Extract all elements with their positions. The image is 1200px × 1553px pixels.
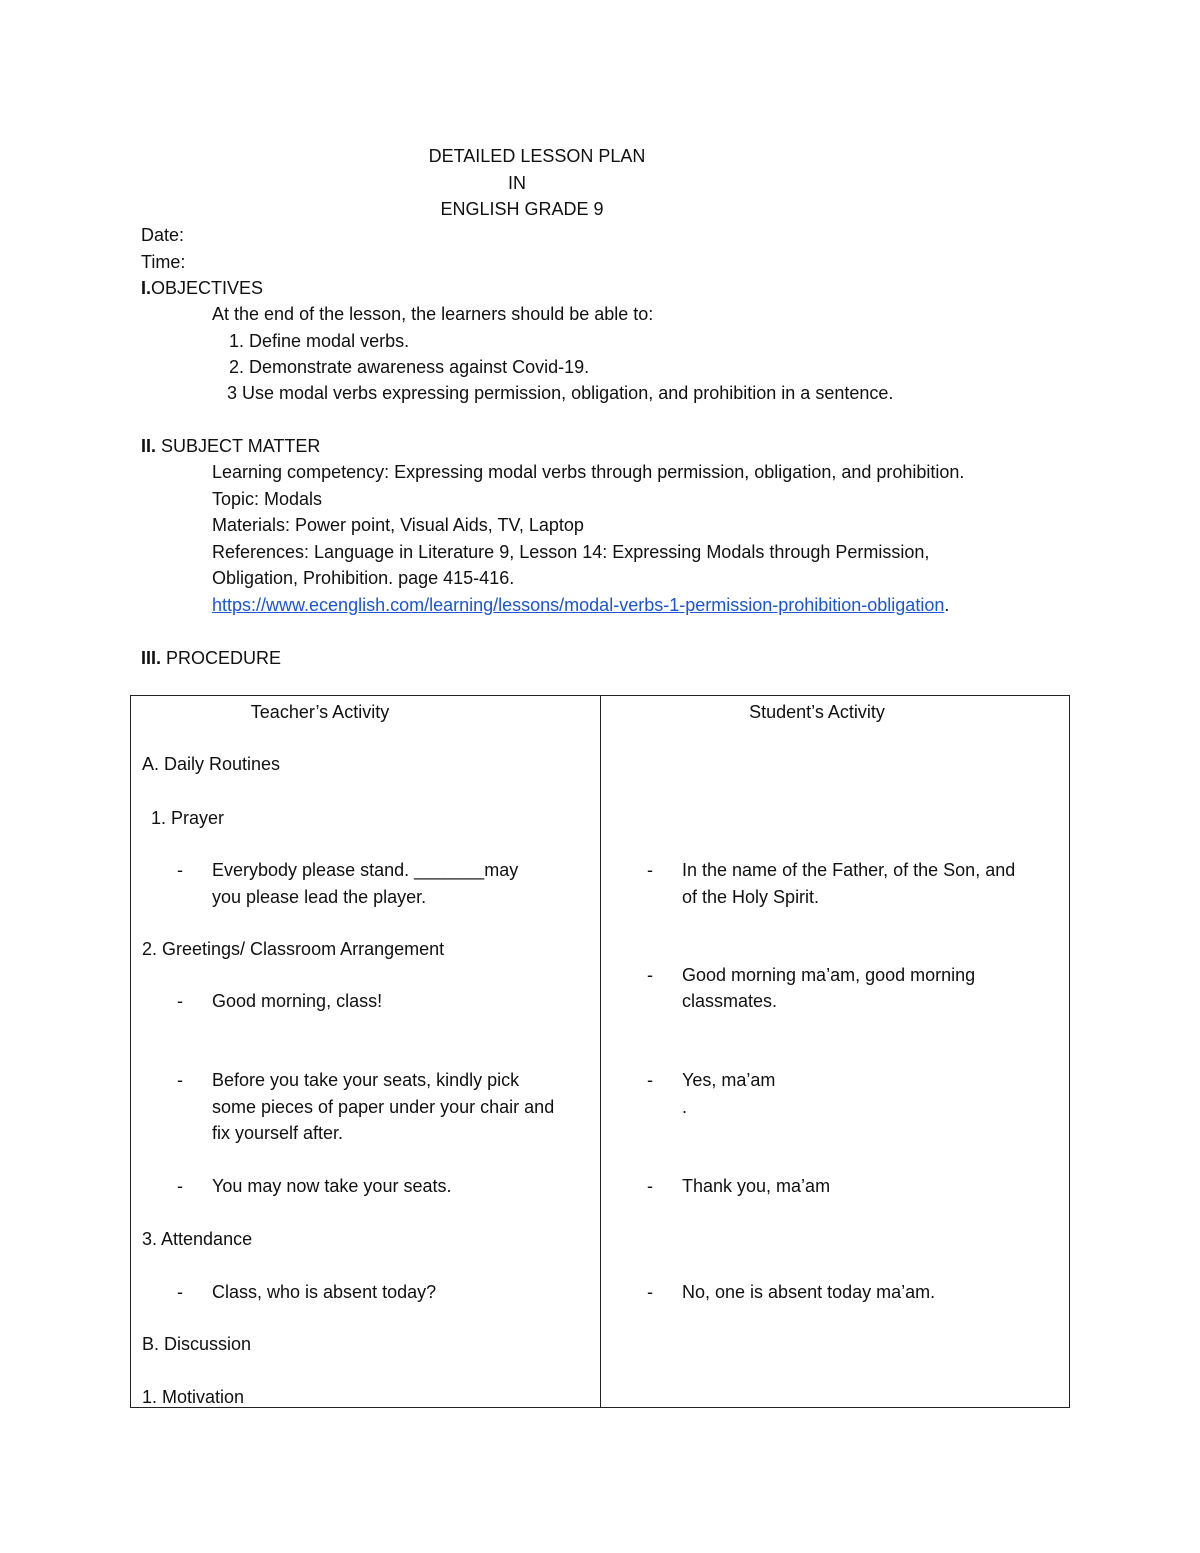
bullet-dash: - [647,1176,653,1196]
student-activity-header: Student’s Activity [749,702,885,722]
daily-routines-label: A. Daily Routines [142,754,281,774]
teacher-activity-header: Teacher’s Activity [250,702,390,722]
procedure-heading [141,647,281,669]
subject-matter-heading-num: II. [141,436,157,456]
objective-item-3: 3 Use modal verbs expressing permission, obligation, and prohibition in a sentence. [227,383,894,403]
arrange-teacher-line2: some pieces of paper under your chair and [212,1097,555,1117]
greet-teacher: Good morning, class! [212,991,383,1011]
reference-link[interactable]: https://www.ecenglish.com/learning/lessons/modal-verbs-1-permission-prohibition-obligation [212,595,945,615]
objectives-intro: At the end of the lesson, the learners should be able to: [212,304,654,324]
objective-item-2: 2. Demonstrate awareness against Covid-19. [229,357,590,377]
greet-student-line2: classmates. [682,991,778,1011]
attendance-student: No, one is absent today ma’am. [682,1282,936,1302]
bullet-dash: - [647,860,653,880]
objective-item-1: 1. Define modal verbs. [229,331,410,351]
procedure-heading-text: PROCEDURE [161,648,282,668]
doc-title-line3: ENGLISH GRADE 9 [440,199,604,219]
objectives-heading [141,277,263,299]
prayer-teacher-line1: Everybody please stand. _______may [212,860,519,880]
prayer-student-line1: In the name of the Father, of the Son, and [682,860,1016,880]
reference-link-line [212,594,949,616]
procedure-heading-num: III. [141,648,162,668]
seats-teacher: You may now take your seats. [212,1176,452,1196]
reference-link-suffix: . [944,595,950,615]
bullet-dash: - [177,1282,183,1302]
bullet-dash: - [647,1070,653,1090]
materials: Materials: Power point, Visual Aids, TV, Laptop [212,515,584,535]
prayer-student-line2: of the Holy Spirit. [682,887,820,907]
greet-student-line1: Good morning ma’am, good morning [682,965,976,985]
objectives-heading-text: OBJECTIVES [151,278,264,298]
objectives-heading-num: I. [141,278,152,298]
arrange-teacher-line1: Before you take your seats, kindly pick [212,1070,520,1090]
arrange-student-line1: Yes, ma’am [682,1070,776,1090]
date-label: Date: [141,225,185,245]
bullet-dash: - [177,991,183,1011]
bullet-dash: - [177,860,183,880]
subject-matter-heading [141,435,320,457]
greetings-label: 2. Greetings/ Classroom Arrangement [142,939,445,959]
bullet-dash: - [647,1282,653,1302]
doc-title-line2: IN [508,173,526,193]
seats-student: Thank you, ma’am [682,1176,831,1196]
bullet-dash: - [177,1176,183,1196]
subject-matter-heading-text: SUBJECT MATTER [156,436,321,456]
prayer-teacher-line2: you please lead the player. [212,887,427,907]
attendance-teacher: Class, who is absent today? [212,1282,437,1302]
motivation-label: 1. Motivation [142,1387,245,1407]
bullet-dash: - [647,965,653,985]
attendance-label: 3. Attendance [142,1229,253,1249]
learning-competency: Learning competency: Expressing modal verbs through permission, obligation, and prohibition. [212,462,965,482]
time-label: Time: [141,252,186,272]
topic: Topic: Modals [212,489,323,509]
procedure-table [130,695,1070,1408]
references-line2: Obligation, Prohibition. page 415-416. [212,568,515,588]
doc-title-line1: DETAILED LESSON PLAN [428,146,646,166]
prayer-label: 1. Prayer [151,808,225,828]
arrange-student-line2: . [682,1097,688,1117]
references-line1: References: Language in Literature 9, Lesson 14: Expressing Modals through Permission, [212,542,930,562]
discussion-label: B. Discussion [142,1334,252,1354]
arrange-teacher-line3: fix yourself after. [212,1123,344,1143]
bullet-dash: - [177,1070,183,1090]
table-column-divider [600,696,601,1407]
